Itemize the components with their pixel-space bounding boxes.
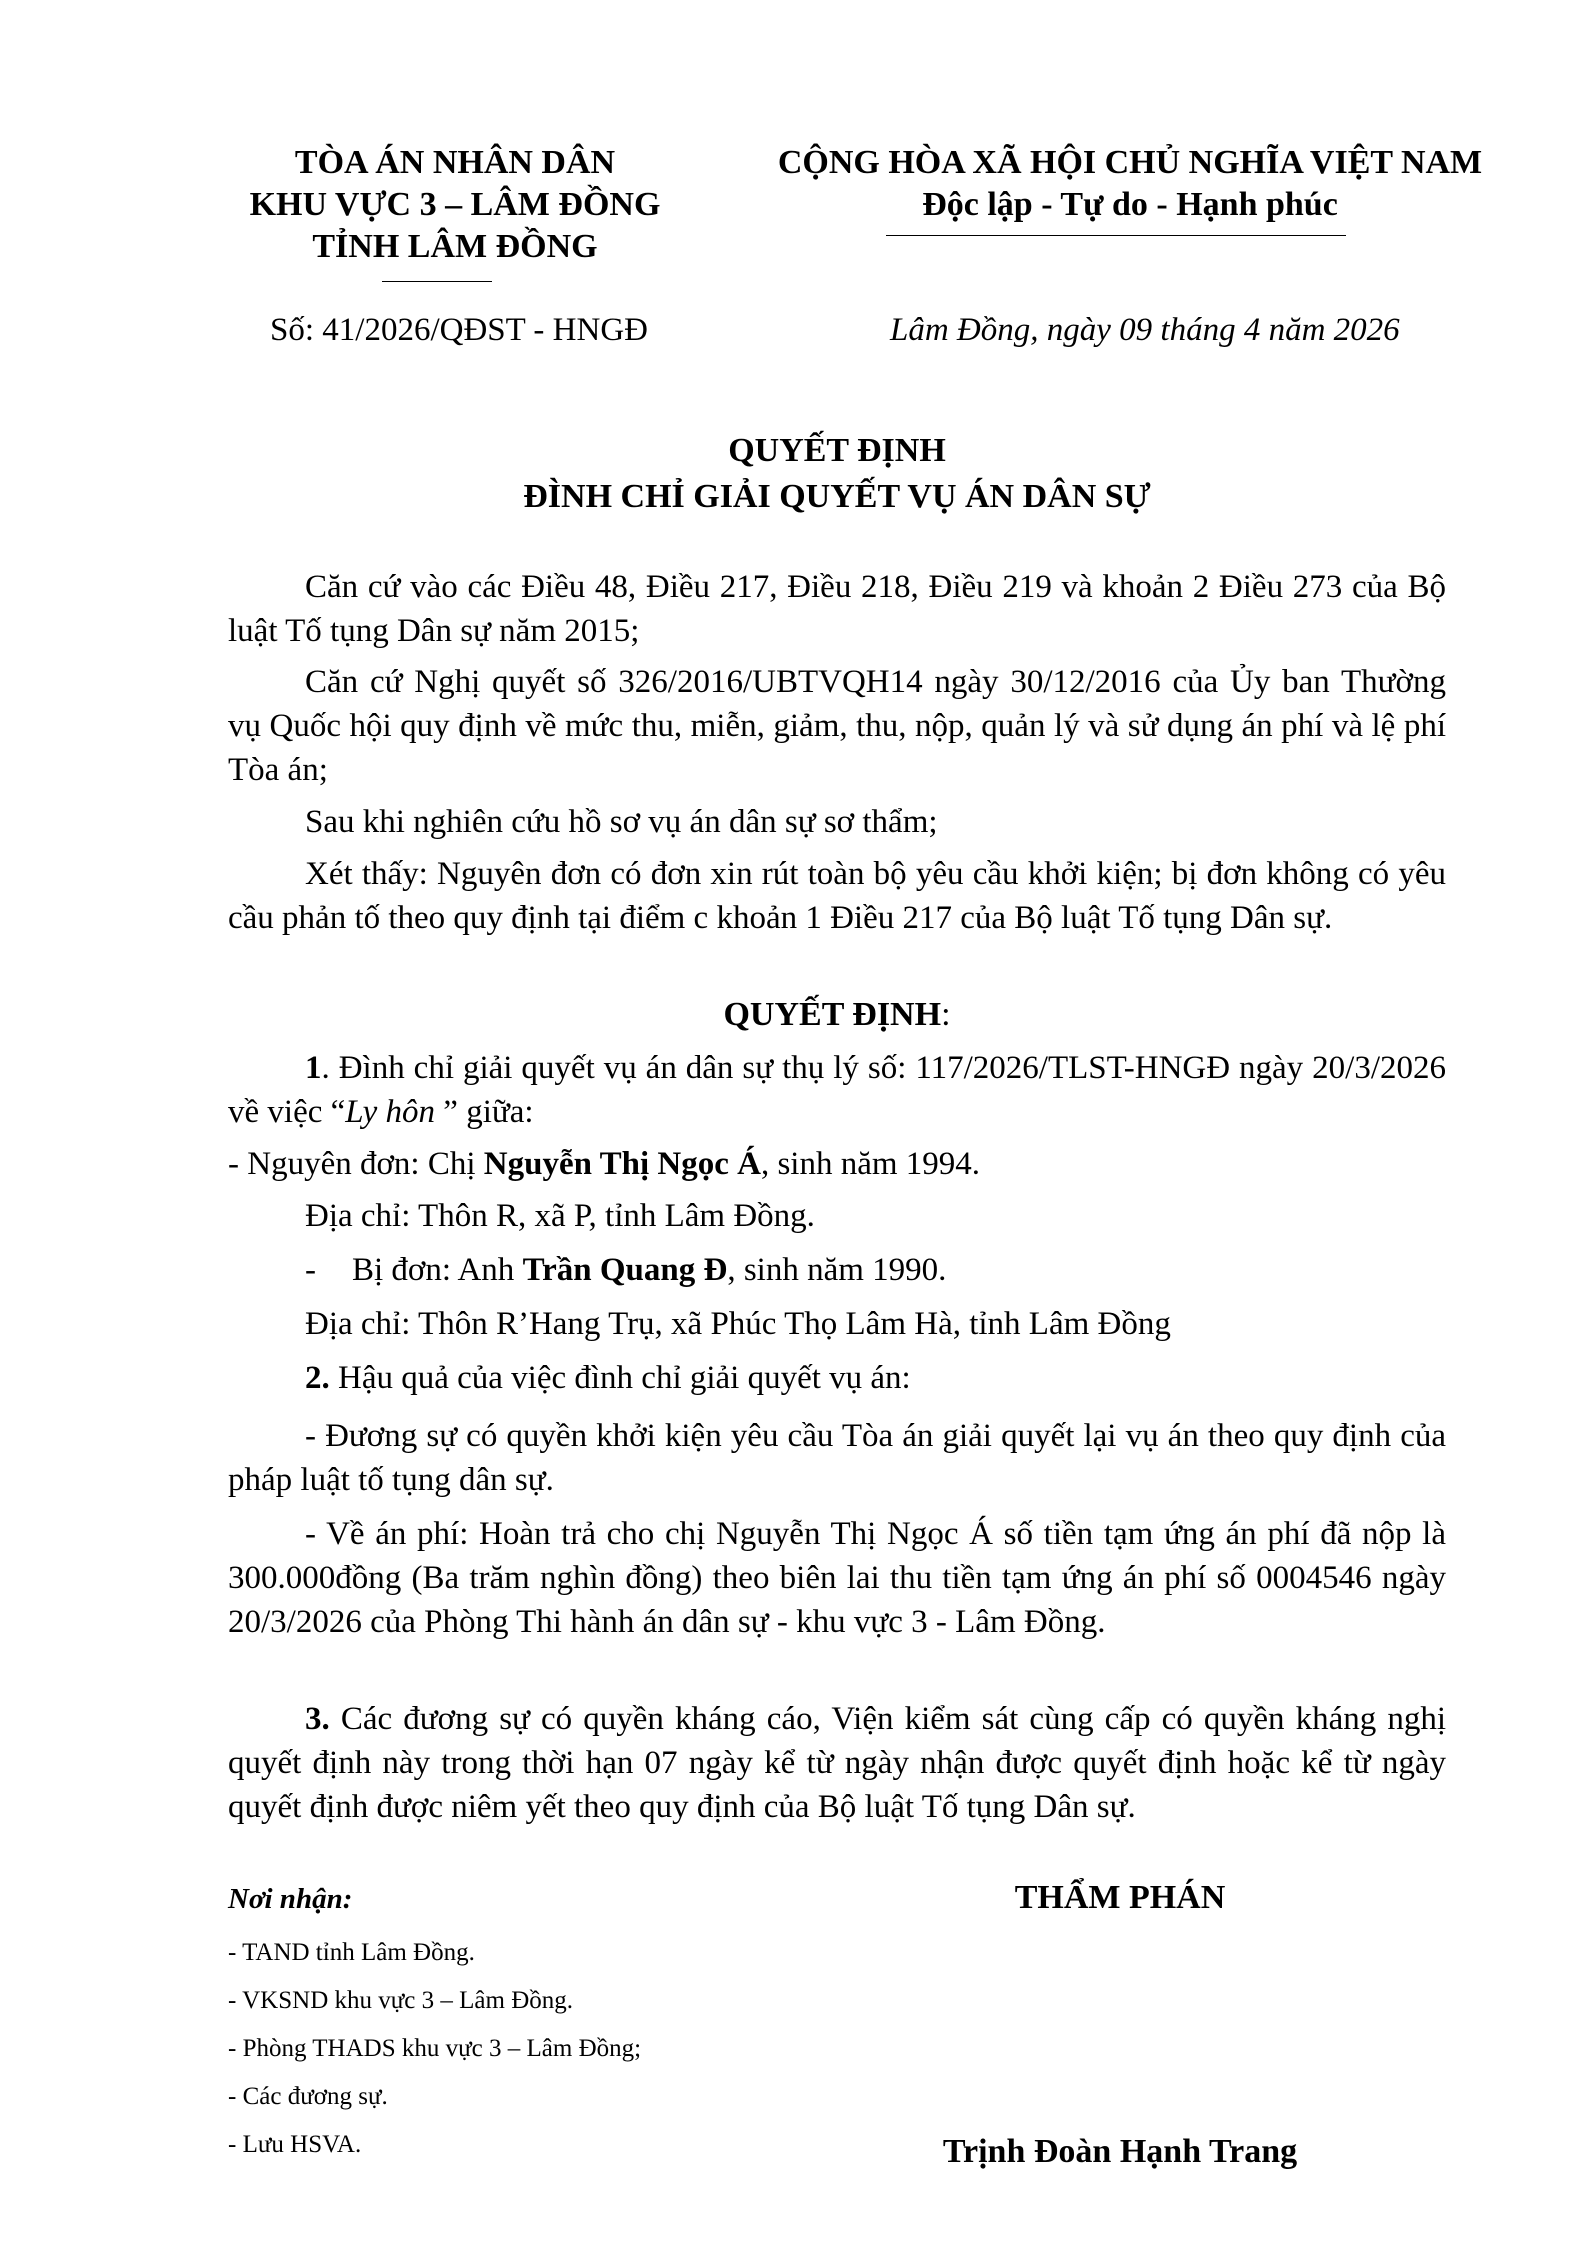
court-name-line3: TỈNH LÂM ĐỒNG bbox=[312, 228, 598, 265]
recipient-item: - TAND tỉnh Lâm Đồng. bbox=[228, 1939, 475, 1966]
preamble-considering: Xét thấy: Nguyên đơn có đơn xin rút toàn bộ yêu cầu khởi kiện; bị đơn không có yêu cầu phản tố theo quy định tại điểm c khoản 1 Điều 217 của Bộ luật Tố tụng Dân sự. bbox=[228, 856, 1446, 936]
place-date: Lâm Đồng, ngày 09 tháng 4 năm 2026 bbox=[890, 312, 1400, 348]
plaintiff-name: Nguyễn Thị Ngọc Á bbox=[483, 1146, 761, 1182]
decision-heading-colon: : bbox=[941, 996, 951, 1033]
defendant-line bbox=[305, 1248, 1446, 1292]
court-name-line1: TÒA ÁN NHÂN DÂN bbox=[294, 144, 616, 181]
decision-heading bbox=[228, 992, 1446, 1038]
plaintiff-line bbox=[228, 1142, 1446, 1186]
item-2-para-2: - Về án phí: Hoàn trả cho chị Nguyễn Thị Ngọc Á số tiền tạm ứng án phí đã nộp là 300.000đồng (Ba trăm nghìn đồng) theo biên lai thu tiền tạm ứng án phí số 0004546 ngày 20/3/2026 của Phòng Thi hành án dân sự - khu vực 3 - Lâm Đồng. bbox=[228, 1516, 1446, 1640]
defendant-prefix: Bị đơn: Anh bbox=[352, 1252, 523, 1288]
item-2-para-1: - Đương sự có quyền khởi kiện yêu cầu Tòa án giải quyết lại vụ án theo quy định của pháp luật tố tụng dân sự. bbox=[228, 1418, 1446, 1498]
court-underline bbox=[382, 281, 492, 282]
item-1-paragraph bbox=[228, 1046, 1446, 1134]
signer-name: Trịnh Đoàn Hạnh Trang bbox=[942, 2133, 1298, 2170]
preamble-review: Sau khi nghiên cứu hồ sơ vụ án dân sự sơ thẩm; bbox=[305, 804, 938, 840]
item-2-heading-text: Hậu quả của việc đình chỉ giải quyết vụ án: bbox=[329, 1360, 911, 1396]
defendant-name: Trần Quang Đ bbox=[522, 1252, 728, 1288]
recipient-item: - Các đương sự. bbox=[228, 2083, 388, 2110]
item-3-text: Các đương sự có quyền kháng cáo, Viện kiểm sát cùng cấp có quyền kháng nghị quyết định này trong thời hạn 07 ngày kể từ ngày nhận được quyết định hoặc kể từ ngày quyết định được niêm yết theo quy định của Bộ luật Tố tụng Dân sự. bbox=[228, 1701, 1446, 1825]
recipients-list bbox=[228, 1936, 641, 2176]
court-name-line2: KHU VỰC 3 – LÂM ĐỒNG bbox=[249, 186, 661, 223]
plaintiff-suffix: , sinh năm 1994. bbox=[760, 1146, 981, 1182]
defendant-address: Địa chỉ: Thôn R’Hang Trụ, xã Phúc Thọ Lâm Hà, tỉnh Lâm Đồng bbox=[305, 1306, 1171, 1342]
recipient-item: - Phòng THADS khu vực 3 – Lâm Đồng; bbox=[228, 2035, 642, 2062]
defendant-suffix: , sinh năm 1990. bbox=[727, 1252, 947, 1288]
decision-heading-text: QUYẾT ĐỊNH bbox=[723, 996, 942, 1033]
plaintiff-prefix: - Nguyên đơn: Chị bbox=[228, 1146, 484, 1182]
item-1-number: 1 bbox=[305, 1050, 322, 1086]
recipient-item: - VKSND khu vực 3 – Lâm Đồng. bbox=[228, 1987, 574, 2014]
plaintiff-address: Địa chỉ: Thôn R, xã P, tỉnh Lâm Đồng. bbox=[305, 1198, 815, 1234]
motto-underline bbox=[886, 235, 1346, 236]
item-1-text-a: . Đình chỉ giải quyết vụ án dân sự thụ lý số: 117/2026/TLST-HNGĐ ngày 20/3/2026 về việc “ bbox=[228, 1050, 1446, 1130]
national-header bbox=[730, 142, 1530, 226]
item-3-paragraph bbox=[228, 1697, 1446, 1829]
nation-name: CỘNG HÒA XÃ HỘI CHỦ NGHĨA VIỆT NAM bbox=[777, 144, 1483, 181]
item-1-case-type: Ly hôn bbox=[345, 1094, 436, 1130]
nation-motto: Độc lập - Tự do - Hạnh phúc bbox=[922, 186, 1338, 223]
document-title bbox=[228, 428, 1446, 520]
item-3-number: 3. bbox=[305, 1701, 330, 1737]
preamble-legal-basis: Căn cứ vào các Điều 48, Điều 217, Điều 218, Điều 219 và khoản 2 Điều 273 của Bộ luật Tố tụng Dân sự năm 2015; bbox=[228, 569, 1446, 649]
item-2-heading bbox=[228, 1356, 1446, 1400]
signature-title: THẨM PHÁN bbox=[1014, 1879, 1226, 1916]
title-line2: ĐÌNH CHỈ GIẢI QUYẾT VỤ ÁN DÂN SỰ bbox=[523, 478, 1151, 515]
title-line1: QUYẾT ĐỊNH bbox=[728, 432, 946, 469]
item-1-text-b: ” giữa: bbox=[435, 1094, 534, 1130]
preamble-resolution: Căn cứ Nghị quyết số 326/2016/UBTVQH14 ngày 30/12/2016 của Ủy ban Thường vụ Quốc hội quy định về mức thu, miễn, giảm, thu, nộp, quản lý và sử dụng án phí và lệ phí Tòa án; bbox=[228, 664, 1446, 788]
recipient-item: - Lưu HSVA. bbox=[228, 2131, 362, 2158]
court-header bbox=[190, 142, 720, 268]
document-number: Số: 41/2026/QĐST - HNGĐ bbox=[270, 312, 649, 348]
item-2-number: 2. bbox=[305, 1360, 330, 1396]
defendant-dash: - bbox=[305, 1252, 316, 1288]
recipients-title: Nơi nhận: bbox=[228, 1883, 353, 1915]
